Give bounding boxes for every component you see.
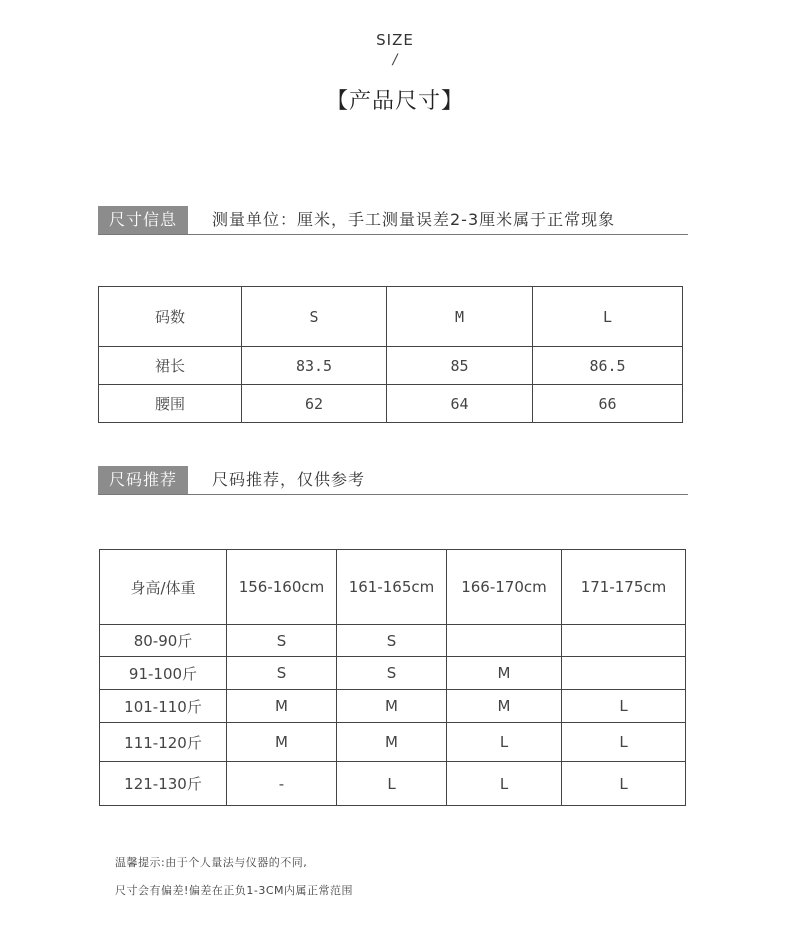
table-cell: 66 [533, 385, 683, 423]
size-table [98, 286, 683, 423]
table-cell: L [447, 723, 562, 762]
table-cell: M [227, 690, 337, 723]
size-recommend-description: 尺码推荐，仅供参考 [212, 470, 366, 489]
header-cell: 身高/体重 [100, 550, 227, 625]
table-cell: L [447, 762, 562, 806]
size-recommend-section-header [98, 466, 688, 494]
table-cell: S [227, 625, 337, 657]
table-row [100, 690, 686, 723]
notice-line-1: 温馨提示:由于个人量法与仪器的不同, [115, 856, 308, 869]
page-title: 【产品尺寸】 [325, 89, 464, 114]
section-divider [98, 234, 688, 235]
notice-line-2: 尺寸会有偏差!偏差在正负1-3CM内属正常范围 [115, 884, 354, 897]
table-row [99, 385, 683, 423]
table-row [100, 657, 686, 690]
table-cell: 86.5 [533, 347, 683, 385]
row-label-cell: 腰围 [99, 385, 242, 423]
header-cell: 156-160cm [227, 550, 337, 625]
header-cell: 171-175cm [562, 550, 686, 625]
size-label: SIZE [376, 31, 414, 49]
table-cell: - [227, 762, 337, 806]
size-info-section-header [98, 206, 688, 234]
table-row [100, 723, 686, 762]
table-cell [447, 625, 562, 657]
table-header-row [100, 550, 686, 625]
table-cell: M [447, 657, 562, 690]
recommend-table [99, 549, 686, 806]
table-header-row [99, 287, 683, 347]
table-cell [562, 657, 686, 690]
table-cell: S [337, 657, 447, 690]
table-cell: L [562, 690, 686, 723]
table-cell: 62 [242, 385, 387, 423]
table-cell: 83.5 [242, 347, 387, 385]
decorative-slash: / [392, 52, 398, 68]
row-label-cell: 裙长 [99, 347, 242, 385]
table-cell: M [337, 690, 447, 723]
row-label-cell: 91-100斤 [100, 657, 227, 690]
table-cell: L [337, 762, 447, 806]
size-recommend-tag: 尺码推荐 [98, 466, 188, 494]
header-cell: M [387, 287, 533, 347]
table-cell: 85 [387, 347, 533, 385]
size-info-description: 测量单位：厘米，手工测量误差2-3厘米属于正常现象 [212, 210, 616, 229]
table-cell: S [227, 657, 337, 690]
section-divider [98, 494, 688, 495]
row-label-cell: 101-110斤 [100, 690, 227, 723]
table-cell [562, 625, 686, 657]
table-row [99, 347, 683, 385]
table-row [100, 762, 686, 806]
table-cell: M [447, 690, 562, 723]
row-label-cell: 121-130斤 [100, 762, 227, 806]
header-cell: 码数 [99, 287, 242, 347]
table-cell: 64 [387, 385, 533, 423]
size-info-tag: 尺寸信息 [98, 206, 188, 234]
table-cell: M [227, 723, 337, 762]
header-cell: L [533, 287, 683, 347]
row-label-cell: 111-120斤 [100, 723, 227, 762]
table-cell: S [337, 625, 447, 657]
header-cell: 166-170cm [447, 550, 562, 625]
header-cell: S [242, 287, 387, 347]
table-cell: M [337, 723, 447, 762]
table-row [100, 625, 686, 657]
header-cell: 161-165cm [337, 550, 447, 625]
table-cell: L [562, 723, 686, 762]
row-label-cell: 80-90斤 [100, 625, 227, 657]
table-cell: L [562, 762, 686, 806]
